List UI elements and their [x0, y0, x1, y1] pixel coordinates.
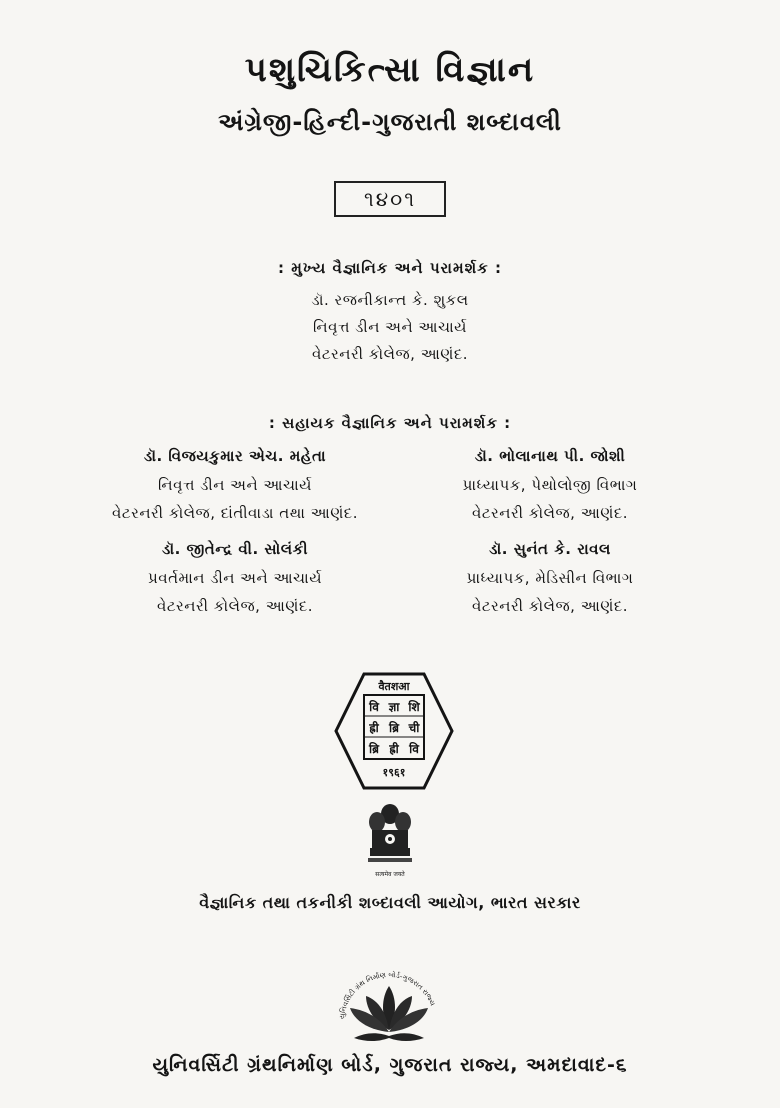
emblem-bottom-text: १९६१	[382, 766, 406, 779]
emblem-glyph-1: वि	[369, 700, 379, 714]
advisor-place: વેટરનરી કોલેજ, આણંદ.	[156, 597, 314, 615]
commission-name: વૈજ્ઞાનિક તથા તકનીકી શબ્દાવલી આયોગ, ભારત સરકાર	[199, 893, 581, 912]
chief-advisor-heading: : મુખ્ય વૈજ્ઞાનિક અને પરામર્શક :	[278, 259, 502, 277]
assistant-advisor-3	[80, 540, 390, 615]
ashoka-emblem-icon	[366, 800, 414, 880]
assistant-advisor-2	[400, 447, 700, 522]
advisor-name: ડૉ. વિજયકુમાર એચ. મહેતા	[143, 447, 327, 465]
advisor-role: નિવૃત્ત ડીન અને આચાર્ય	[158, 476, 312, 494]
emblem-glyph-9: वि	[409, 742, 419, 756]
advisor-name: ડૉ. સુનંત કે. રાવલ	[489, 540, 611, 558]
emblem-glyph-3: शि	[408, 700, 420, 714]
book-subtitle: અંગ્રેજી-હિન્દી-ગુજરાતી શબ્દાવલી	[218, 108, 562, 136]
volume-number-box: ૧૪૦૧	[334, 181, 446, 217]
advisor-place: વેટરનરી કોલેજ, આણંદ.	[471, 597, 629, 615]
emblem-glyph-5: ब्रि	[389, 721, 399, 735]
emblem-glyph-8: ह्री	[389, 742, 399, 756]
emblem-glyph-4: ह्री	[369, 721, 379, 735]
assistant-advisors-heading: : સહાયક વૈજ્ઞાનિક અને પરામર્શક :	[268, 414, 512, 432]
ashoka-caption: सत्यमेव जयते	[375, 871, 405, 878]
book-title: પશુચિકિત્સા વિજ્ઞાન	[244, 50, 536, 90]
board-seal-lotus-icon	[326, 958, 452, 1058]
board-seal-text: યુનિવર્સિટી ગ્રંથ નિર્માણ બોર્ડ-ગુજરાત રાજ્ય	[338, 970, 437, 1020]
emblem-glyph-7: ब्रि	[369, 742, 379, 756]
advisor-role: પ્રવર્તમાન ડીન અને આચાર્ય	[147, 569, 322, 587]
chief-advisor-place: વેટરનરી કોલેજ, આણંદ.	[311, 345, 469, 363]
emblem-glyph-2: ज्ञा	[388, 700, 400, 714]
advisor-role: પ્રાધ્યાપક, પેથોલોજી વિભાગ	[462, 476, 638, 494]
chief-advisor-name: ડૉ. રજનીકાન્ત કે. શુકલ	[311, 291, 469, 309]
advisor-place: વેટરનરી કોલેજ, આણંદ.	[471, 504, 629, 522]
chief-advisor-role: નિવૃત્ત ડીન અને આચાર્ય	[313, 318, 467, 336]
emblem-top-text: वैतशआ	[378, 680, 410, 693]
assistant-advisor-1	[80, 447, 390, 522]
advisor-role: પ્રાધ્યાપક, મેડિસીન વિભાગ	[466, 569, 634, 587]
advisor-name: ડૉ. ભોલાનાથ પી. જોશી	[474, 447, 626, 465]
advisor-place: વેટરનરી કોલેજ, દાંતીવાડા તથા આણંદ.	[112, 504, 358, 522]
assistant-advisor-4	[400, 540, 700, 615]
commission-emblem	[334, 672, 454, 790]
emblem-glyph-6: ची	[408, 721, 420, 735]
advisor-name: ડૉ. જીતેન્દ્ર વી. સોલંકી	[161, 540, 309, 558]
publisher-footer: યુનિવર્સિટી ગ્રંથનિર્માણ બોર્ડ, ગુજરાત રાજ્ય, અમદાવાદ-૬	[152, 1054, 628, 1076]
